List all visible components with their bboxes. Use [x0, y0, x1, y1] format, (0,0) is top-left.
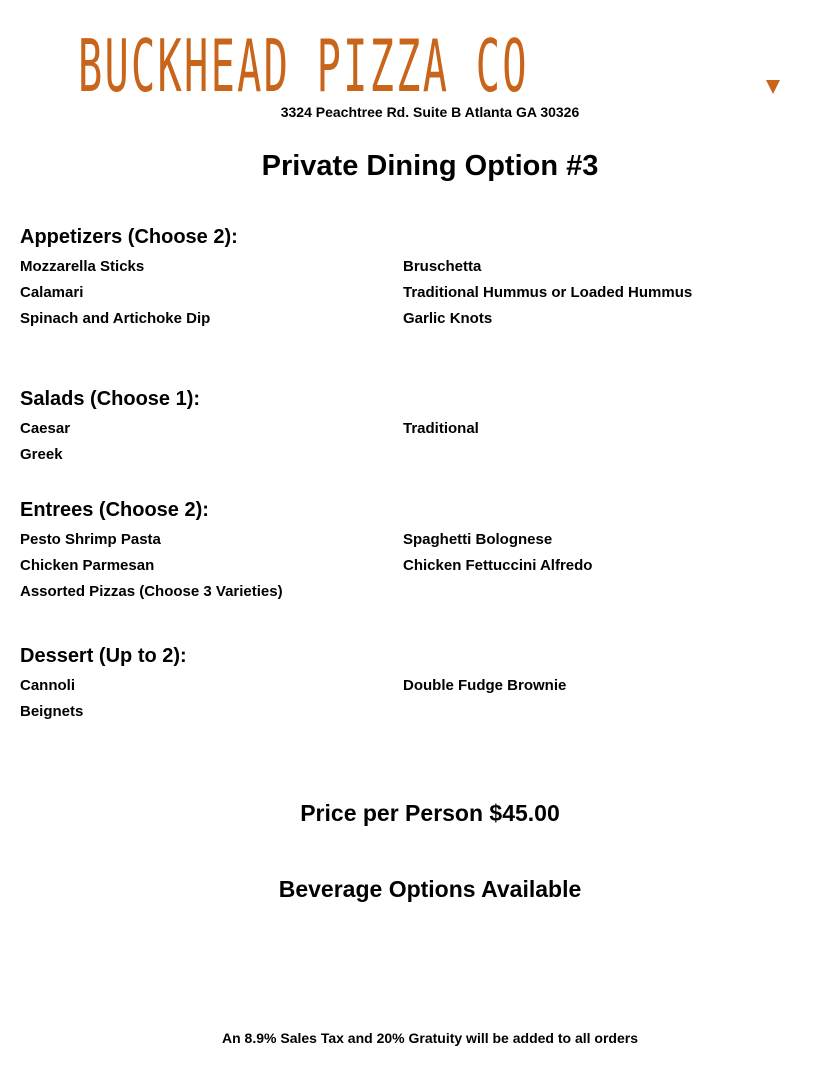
menu-item: Caesar: [20, 420, 71, 437]
menu-item: Garlic Knots: [403, 310, 493, 327]
menu-item: Greek: [20, 446, 63, 463]
menu-item: Calamari: [20, 284, 84, 301]
section-heading: Appetizers (Choose 2):: [20, 226, 238, 248]
section-appetizers: [20, 224, 800, 332]
price-per-person: Price per Person $45.00: [300, 800, 560, 826]
menu-item: Mozzarella Sticks: [20, 258, 145, 275]
menu-item: Beignets: [20, 703, 84, 720]
brand-logo-text: BUCKHEAD PIZZA CO: [78, 24, 529, 108]
menu-item: Cannoli: [20, 677, 75, 694]
menu-item: Chicken Parmesan: [20, 557, 155, 574]
section-heading: Salads (Choose 1):: [20, 388, 201, 410]
menu-item: Double Fudge Brownie: [403, 677, 567, 694]
tax-gratuity-note: An 8.9% Sales Tax and 20% Gratuity will be added to all orders: [222, 1030, 638, 1046]
page-title: Private Dining Option #3: [261, 150, 599, 182]
menu-item-empty: [403, 579, 800, 605]
menu-item-empty: [403, 442, 800, 468]
section-dessert: [20, 643, 800, 725]
brand-logo: [78, 24, 788, 108]
logo-period-mark: [766, 80, 780, 94]
section-heading: Entrees (Choose 2):: [20, 499, 209, 521]
menu-item: Spaghetti Bolognese: [403, 531, 553, 548]
section-entrees: [20, 497, 800, 605]
item-grid: [20, 254, 800, 332]
menu-item: Traditional: [403, 420, 479, 437]
menu-item: Bruschetta: [403, 258, 482, 275]
menu-item: Assorted Pizzas (Choose 3 Varieties): [20, 583, 283, 600]
address: 3324 Peachtree Rd. Suite B Atlanta GA 30326: [280, 104, 580, 120]
item-grid: [20, 673, 800, 725]
menu-item: Chicken Fettuccini Alfredo: [403, 557, 593, 574]
item-grid: [20, 416, 800, 468]
section-heading: Dessert (Up to 2):: [20, 645, 187, 667]
item-grid: [20, 527, 800, 605]
menu-item: Spinach and Artichoke Dip: [20, 310, 211, 327]
menu-item: Pesto Shrimp Pasta: [20, 531, 161, 548]
menu-item: Traditional Hummus or Loaded Hummus: [403, 284, 693, 301]
menu-item-empty: [403, 699, 800, 725]
section-salads: [20, 386, 800, 468]
beverage-note: Beverage Options Available: [278, 876, 582, 902]
